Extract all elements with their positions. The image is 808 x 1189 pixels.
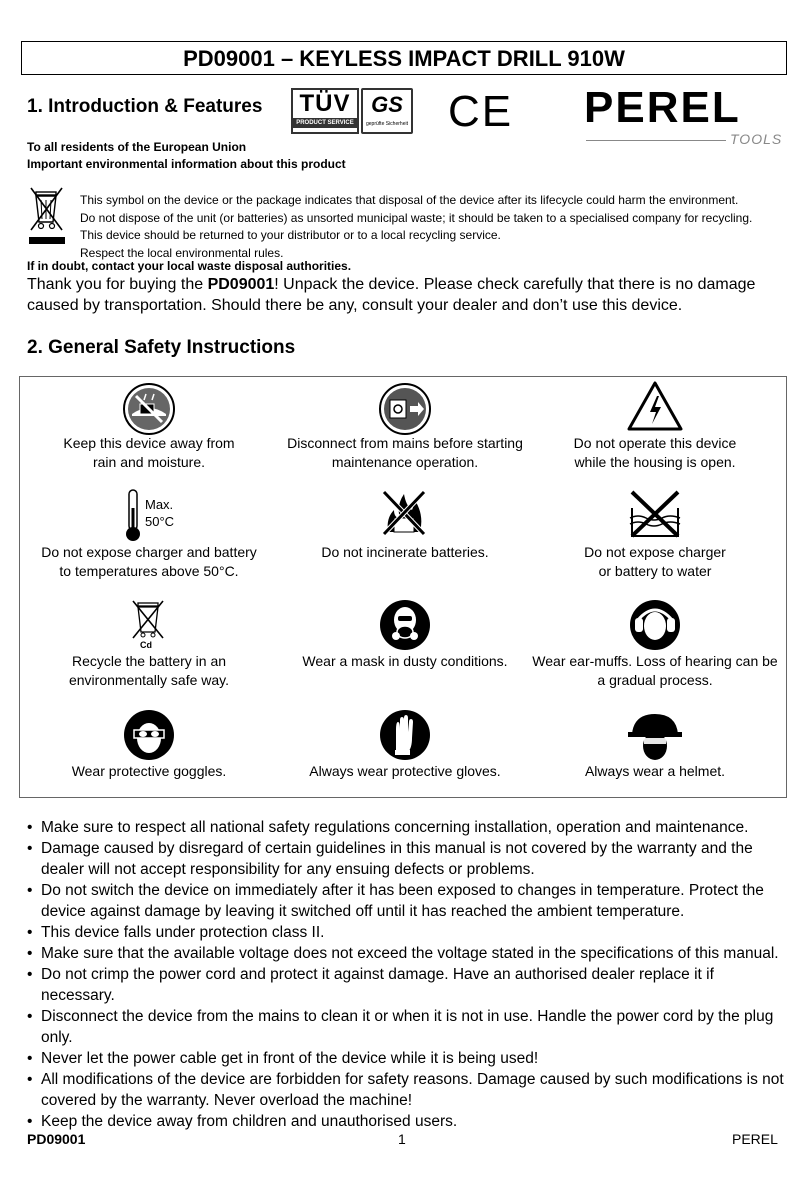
weee-bin-icon bbox=[27, 186, 67, 248]
disconnect-mains-icon bbox=[378, 382, 432, 436]
list-item: • This device falls under protection class II. bbox=[24, 922, 784, 943]
no-water-icon bbox=[626, 488, 684, 540]
cell-temperature bbox=[24, 543, 274, 581]
list-item: • Do not crimp the power cord and protect it against damage. Have an authorised dealer replace it if necessary. bbox=[24, 964, 784, 1006]
list-item: • Do not switch the device on immediately after it has been exposed to changes in temperature. Protect the device against damage by leaving it switched off until it has reached the ambient temperature. bbox=[24, 880, 784, 922]
cell-line: Wear a mask in dusty conditions. bbox=[302, 653, 508, 669]
thermometer-icon bbox=[124, 488, 142, 544]
ce-mark: CE bbox=[448, 87, 514, 136]
perel-logo-tools: TOOLS bbox=[730, 131, 783, 147]
env-line: Do not dispose of the unit (or batteries) as unsorted municipal waste; it should be taken to a specialised company for recycling. bbox=[80, 210, 753, 225]
footer-page-number: 1 bbox=[398, 1131, 406, 1147]
cell-line: Recycle the battery in an bbox=[71, 653, 227, 669]
dust-mask-icon bbox=[378, 598, 432, 652]
cell-rain bbox=[24, 434, 274, 472]
gs-logo-sub: geprüfte Sicherheit bbox=[366, 121, 408, 127]
list-item: • Damage caused by disregard of certain guidelines in this manual is not covered by the warranty and the dealer will not accept responsibility for any ensuing defects or problems. bbox=[24, 838, 784, 880]
cell-line: Wear ear-muffs. Loss of hearing can be bbox=[532, 653, 778, 669]
cell-line: Always wear a helmet. bbox=[584, 763, 726, 779]
cell-line: or battery to water bbox=[598, 563, 712, 579]
thanks-paragraph bbox=[27, 274, 782, 316]
cell-line: a gradual process. bbox=[597, 672, 713, 688]
env-text-block bbox=[80, 192, 752, 262]
perel-logo-line bbox=[586, 140, 726, 141]
goggles-icon bbox=[122, 708, 176, 762]
cell-mask bbox=[280, 652, 530, 671]
cell-line: while the housing is open. bbox=[574, 454, 736, 470]
cell-line: Always wear protective gloves. bbox=[309, 763, 501, 779]
cd-label: Cd bbox=[140, 640, 152, 650]
section2-heading: 2. General Safety Instructions bbox=[27, 337, 296, 358]
section1-heading: 1. Introduction & Features bbox=[27, 96, 263, 117]
cell-mains bbox=[280, 434, 530, 472]
cell-line: Do not expose charger and battery bbox=[41, 544, 257, 560]
safety-bullet-list bbox=[24, 817, 784, 1132]
list-item: • All modifications of the device are forbidden for safety reasons. Damage caused by such modifications is not covered by the warranty. Never overload the machine! bbox=[24, 1069, 784, 1111]
cell-housing bbox=[530, 434, 780, 472]
no-rain-icon bbox=[122, 382, 176, 436]
cell-helmet bbox=[530, 762, 780, 781]
cell-incinerate bbox=[280, 543, 530, 562]
eu-heading: To all residents of the European Union bbox=[27, 140, 247, 154]
footer-brand: PEREL bbox=[732, 1131, 778, 1147]
thermometer-label bbox=[145, 496, 174, 530]
perel-logo-text: PEREL bbox=[584, 83, 741, 132]
thanks-post: ! Unpack the device. Please check carefully that there is no damage caused by transportation. Should there be any, consult your dealer and don’t use this device. bbox=[27, 276, 756, 314]
cell-recycle-battery bbox=[24, 652, 274, 690]
doubt-text: If in doubt, contact your local waste disposal authorities. bbox=[27, 259, 352, 273]
cell-line: Do not operate this device bbox=[573, 435, 737, 451]
list-item: • Make sure that the available voltage does not exceed the voltage stated in the specifications of this manual. bbox=[24, 943, 784, 964]
cell-goggles bbox=[24, 762, 274, 781]
tuv-logo-sub: PRODUCT SERVICE bbox=[293, 118, 357, 128]
list-item: • Keep the device away from children and unauthorised users. bbox=[24, 1111, 784, 1132]
perel-logo bbox=[584, 84, 784, 150]
env-line: This device should be returned to your distributor or to a local recycling service. bbox=[80, 228, 501, 242]
gs-logo bbox=[361, 88, 413, 134]
tuv-logo bbox=[291, 88, 359, 134]
high-voltage-warning-icon bbox=[626, 380, 684, 432]
cell-line: Wear protective goggles. bbox=[71, 763, 227, 779]
env-line: Respect the local environmental rules. bbox=[80, 245, 284, 260]
thanks-pre: Thank you for buying the bbox=[27, 276, 208, 293]
thermo-temp: 50°C bbox=[145, 514, 175, 529]
cell-water bbox=[530, 543, 780, 581]
page-title: PD09001 – KEYLESS IMPACT DRILL 910W bbox=[21, 41, 787, 75]
cell-ear-muffs bbox=[530, 652, 780, 690]
footer-model: PD09001 bbox=[27, 1131, 86, 1147]
cell-line: Disconnect from mains before starting bbox=[287, 435, 523, 451]
cell-line: Keep this device away from bbox=[63, 435, 235, 451]
no-fire-icon bbox=[380, 488, 428, 538]
gs-logo-text: GS bbox=[371, 92, 403, 117]
cell-line: Do not incinerate batteries. bbox=[321, 544, 489, 560]
list-item: • Never let the power cable get in front of the device while it is being used! bbox=[24, 1048, 784, 1069]
env-heading: Important environmental information about this product bbox=[27, 157, 346, 171]
cell-gloves bbox=[280, 762, 530, 781]
cell-line: Do not expose charger bbox=[584, 544, 726, 560]
cell-line: maintenance operation. bbox=[331, 454, 479, 470]
env-line: This symbol on the device or the package indicates that disposal of the device after its lifecycle could harm the environment. bbox=[80, 193, 739, 207]
tuv-logo-text: TÜV bbox=[299, 90, 351, 117]
gloves-icon bbox=[378, 708, 432, 762]
thanks-model: PD09001 bbox=[207, 276, 275, 293]
list-item: • Make sure to respect all national safety regulations concerning installation, operation and maintenance. bbox=[24, 817, 784, 838]
cell-line: environmentally safe way. bbox=[68, 672, 230, 688]
cell-line: to temperatures above 50°C. bbox=[59, 563, 239, 579]
cell-line: rain and moisture. bbox=[92, 454, 206, 470]
thermo-max: Max. bbox=[145, 497, 174, 512]
list-item: • Disconnect the device from the mains to clean it or when it is not in use. Handle the power cord by the plug only. bbox=[24, 1006, 784, 1048]
ear-muffs-icon bbox=[628, 598, 682, 652]
helmet-icon bbox=[626, 710, 684, 762]
